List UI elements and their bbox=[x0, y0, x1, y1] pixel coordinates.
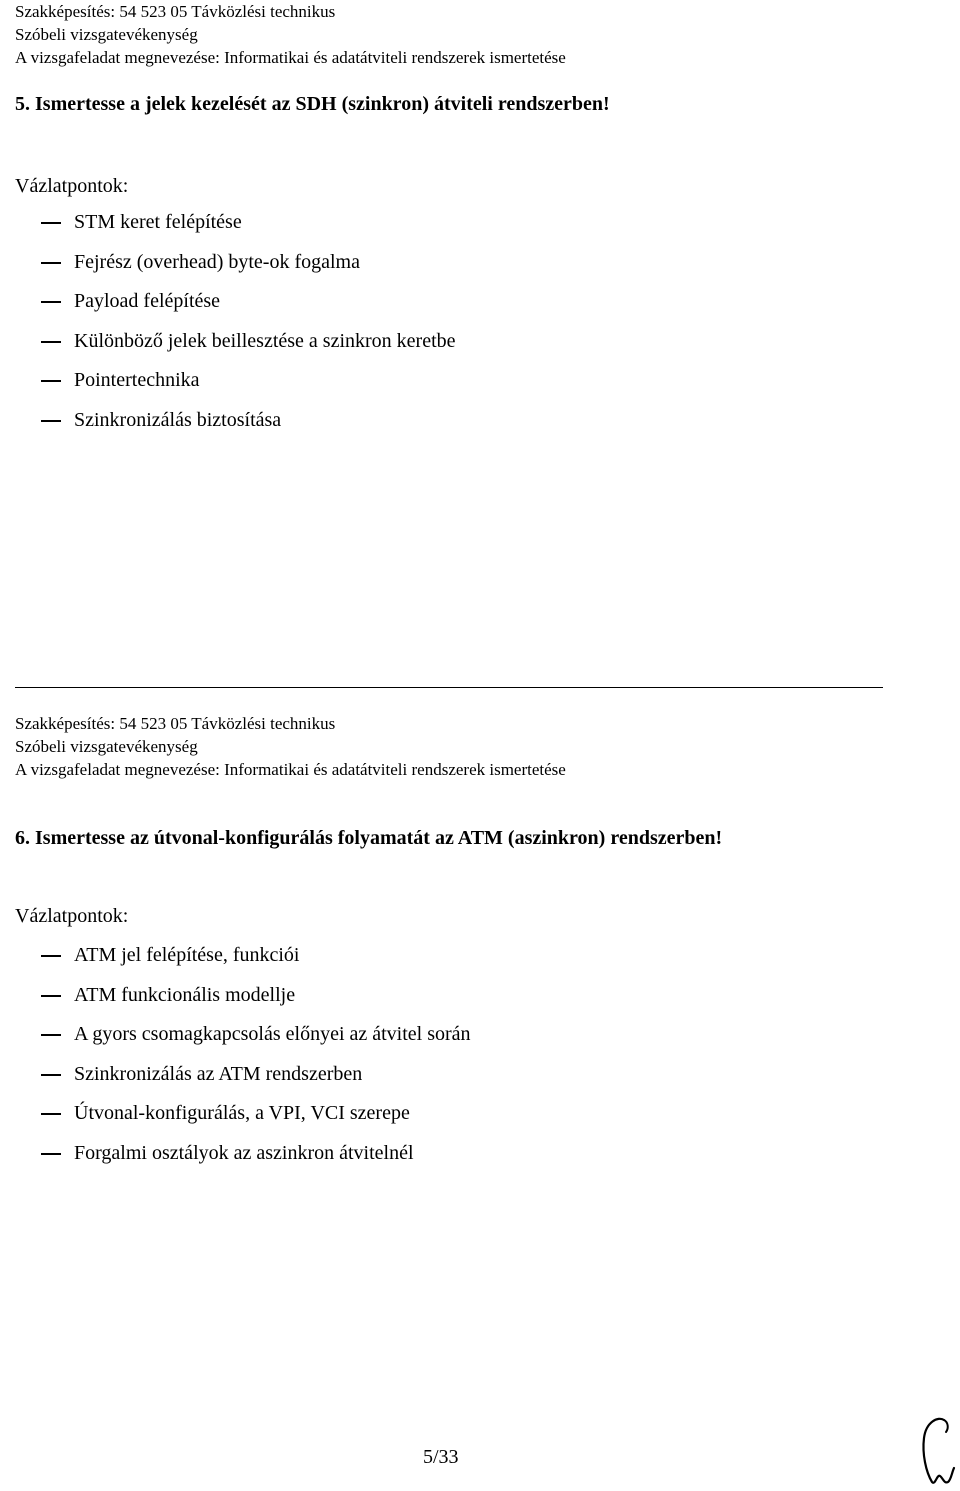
dash-bullet bbox=[41, 380, 61, 382]
page-separator bbox=[15, 687, 883, 688]
page-header-bottom bbox=[15, 712, 566, 781]
outline-label: Vázlatpontok: bbox=[15, 905, 129, 927]
dash-bullet bbox=[41, 222, 61, 224]
exam-activity-line: Szóbeli vizsgatevékenység bbox=[15, 25, 198, 44]
dash-bullet bbox=[41, 955, 61, 957]
page-number: 5/33 bbox=[423, 1446, 459, 1468]
dash-bullet bbox=[41, 420, 61, 422]
task-name-line: A vizsgafeladat megnevezése: Informatikai és adatátviteli rendszerek ismertetése bbox=[15, 760, 566, 779]
dash-bullet bbox=[41, 1074, 61, 1076]
dash-bullet bbox=[41, 262, 61, 264]
dash-bullet bbox=[41, 995, 61, 997]
page-header-top bbox=[15, 0, 566, 69]
question-6-title: 6. Ismertesse az útvonal-konfigurálás folyamatát az ATM (aszinkron) rendszerben! bbox=[15, 827, 723, 849]
qualification-line: Szakképesítés: 54 523 05 Távközlési technikus bbox=[15, 2, 336, 21]
dash-bullet bbox=[41, 1113, 61, 1115]
dash-bullet bbox=[41, 1153, 61, 1155]
question-5-title: 5. Ismertesse a jelek kezelését az SDH (szinkron) átviteli rendszerben! bbox=[15, 93, 610, 115]
dash-bullet bbox=[41, 301, 61, 303]
dash-bullet bbox=[41, 341, 61, 343]
qualification-line: Szakképesítés: 54 523 05 Távközlési technikus bbox=[15, 714, 336, 733]
exam-activity-line: Szóbeli vizsgatevékenység bbox=[15, 737, 198, 756]
outline-label: Vázlatpontok: bbox=[15, 175, 129, 197]
signature-mark bbox=[918, 1412, 958, 1490]
task-name-line: A vizsgafeladat megnevezése: Informatikai és adatátviteli rendszerek ismertetése bbox=[15, 48, 566, 67]
dash-bullet bbox=[41, 1034, 61, 1036]
